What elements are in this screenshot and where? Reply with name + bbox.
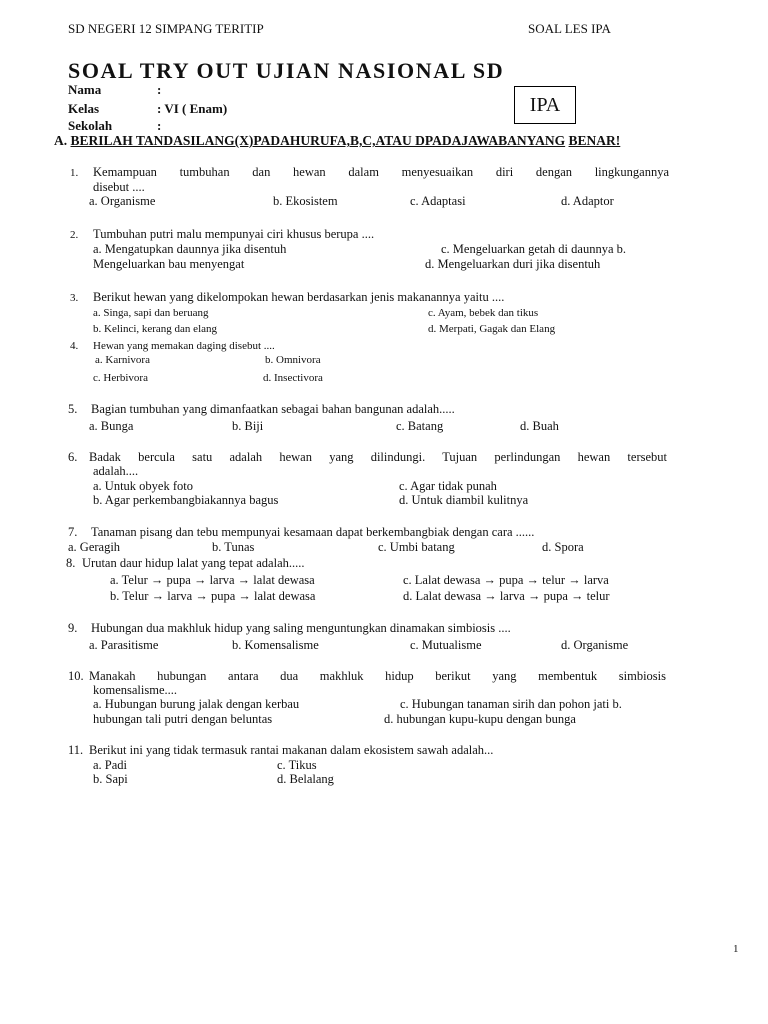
answer-option: b. Omnivora (265, 354, 321, 366)
answer-option: c. Umbi batang (378, 540, 455, 554)
answer-option: c. Mengeluarkan getah di daunnya b. (441, 242, 627, 256)
answer-option: c. Batang (396, 419, 444, 433)
answer-option: b. Agar perkembangbiakannya bagus (93, 493, 279, 507)
question-number: 2. (70, 229, 79, 241)
answer-option: d. Mengeluarkan duri jika disentuh (425, 257, 601, 271)
answer-option: a. Bunga (89, 419, 134, 433)
question-text: Hewan yang memakan daging disebut .... (93, 340, 275, 352)
instruction-text: BERILAH TANDASILANG(X)PADAHURUFA,B,C,ATAU DPADAJAWABANYANG (70, 133, 566, 148)
answer-option: d. Organisme (561, 638, 629, 652)
question-number: 9. (68, 621, 78, 635)
instruction-prefix: A. (54, 133, 68, 148)
question-number: 11. (68, 743, 84, 757)
answer-option: d. Spora (542, 540, 584, 554)
nama-label: Nama (68, 82, 102, 97)
answer-option: d. hubungan kupu-kupu dengan bunga (384, 712, 576, 726)
answer-option: b. Telur → larva → pupa → lalat dewasa (110, 589, 316, 603)
question-number: 1. (70, 167, 79, 179)
answer-option: b. Sapi (93, 772, 128, 786)
answer-option: b. Tunas (212, 540, 255, 554)
question-number: 8. (66, 556, 76, 570)
sekolah-colon: : (157, 118, 162, 133)
question-text: Tumbuhan putri malu mempunyai ciri khusus berupa .... (93, 227, 375, 241)
answer-option: d. Adaptor (561, 194, 614, 208)
answer-option: b. Biji (232, 419, 264, 433)
sekolah-label: Sekolah (68, 118, 113, 133)
answer-option: a. Untuk obyek foto (93, 479, 193, 493)
answer-option: c. Tikus (277, 758, 317, 772)
instruction-line (54, 133, 620, 149)
answer-option: a. Organisme (89, 194, 156, 208)
answer-option: d. Lalat dewasa → larva → pupa → telur (403, 589, 610, 603)
question-text: Berikut ini yang tidak termasuk rantai makanan dalam ekosistem sawah adalah... (89, 743, 494, 757)
page-title: SOAL TRY OUT UJIAN NASIONAL SD (68, 58, 505, 83)
answer-option: a. Singa, sapi dan beruang (93, 307, 209, 319)
question-number: 7. (68, 525, 78, 539)
answer-option: a. Karnivora (95, 354, 150, 366)
answer-option: c. Lalat dewasa → pupa → telur → larva (403, 573, 609, 587)
question-text: Tanaman pisang dan tebu mempunyai kesamaan dapat berkembangbiak dengan cara ...... (91, 525, 535, 539)
answer-option: a. Telur → pupa → larva → lalat dewasa (110, 573, 315, 587)
answer-option: b. Komensalisme (232, 638, 319, 652)
answer-option: d. Untuk diambil kulitnya (399, 493, 529, 507)
answer-option: c. Herbivora (93, 372, 148, 384)
answer-option: a. Parasitisme (89, 638, 159, 652)
question-text: Bagian tumbuhan yang dimanfaatkan sebagai bahan bangunan adalah..... (91, 402, 455, 416)
answer-option: c. Adaptasi (410, 194, 466, 208)
answer-option: a. Hubungan burung jalak dengan kerbau (93, 697, 300, 711)
answer-option: c. Hubungan tanaman sirih dan pohon jati b. (400, 697, 622, 711)
answer-option: a. Mengatupkan daunnya jika disentuh (93, 242, 287, 256)
subject-box: IPA (514, 86, 576, 124)
answer-option: d. Belalang (277, 772, 334, 786)
answer-option: d. Insectivora (263, 372, 323, 384)
answer-option: d. Buah (520, 419, 559, 433)
question-number: 10. (68, 669, 84, 683)
page-number: 1 (733, 943, 739, 955)
question-text: Hubungan dua makhluk hidup yang saling menguntungkan dinamakan simbiosis .... (91, 621, 511, 635)
question-text: Badak bercula satu adalah hewan yang dilindungi. Tujuan perlindungan hewan tersebut (89, 450, 667, 464)
question-text: disebut .... (93, 180, 145, 194)
answer-option: a. Geragih (68, 540, 121, 554)
question-text: Urutan daur hidup lalat yang tepat adalah..... (82, 556, 305, 570)
kelas-value: : VI ( Enam) (157, 101, 228, 116)
subject-header: SOAL LES IPA (528, 21, 611, 36)
question-number: 5. (68, 402, 78, 416)
kelas-label: Kelas (68, 101, 100, 116)
answer-option: a. Padi (93, 758, 128, 772)
question-text: Kemampuan tumbuhan dan hewan dalam menyesuaikan diri dengan lingkungannya (93, 165, 669, 179)
question-number: 6. (68, 450, 78, 464)
answer-option: c. Ayam, bebek dan tikus (428, 307, 539, 319)
question-number: 3. (70, 292, 79, 304)
answer-option: c. Agar tidak punah (399, 479, 497, 493)
question-text: Berikut hewan yang dikelompokan hewan berdasarkan jenis makanannya yaitu .... (93, 290, 505, 304)
answer-option: b. Ekosistem (273, 194, 338, 208)
answer-option: hubungan tali putri dengan beluntas (93, 712, 273, 726)
question-number: 4. (70, 340, 79, 352)
instruction-end: BENAR! (568, 133, 621, 148)
question-text: adalah.... (93, 464, 139, 478)
answer-option: b. Kelinci, kerang dan elang (93, 323, 218, 335)
answer-option: Mengeluarkan bau menyengat (93, 257, 245, 271)
answer-option: c. Mutualisme (410, 638, 482, 652)
nama-colon: : (157, 82, 162, 97)
question-text: Manakah hubungan antara dua makhluk hidup berikut yang membentuk simbiosis (89, 669, 666, 683)
school-name: SD NEGERI 12 SIMPANG TERITIP (68, 21, 264, 36)
question-text: komensalisme.... (93, 683, 178, 697)
answer-option: d. Merpati, Gagak dan Elang (428, 323, 556, 335)
